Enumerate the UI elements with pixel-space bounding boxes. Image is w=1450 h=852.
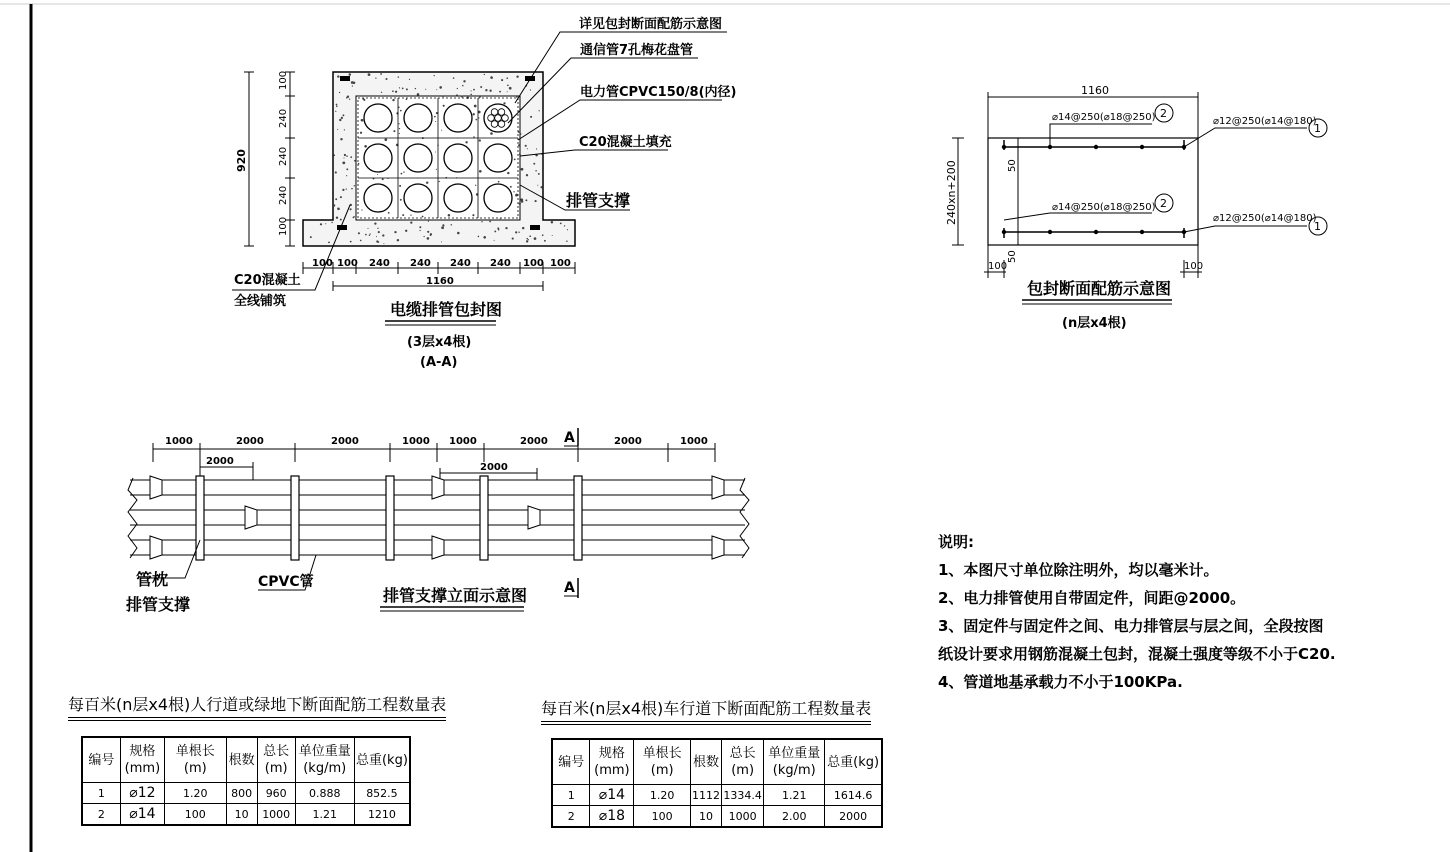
duct-pipe [484,144,512,172]
table-cell: 1 [82,783,120,804]
col-header: 总长(m) [257,737,295,783]
table-cell: 2 [552,806,590,828]
table-cell: 100 [634,806,691,828]
duct-pipe [364,104,392,132]
side-rebar-bottom-label: ⌀12@250(⌀14@180) [1213,213,1317,224]
cable-duct-section [232,16,736,370]
elev-dim-4: 1000 [402,436,430,447]
duct-pipe [444,184,472,212]
table-cell: 2 [82,804,120,826]
label-pipe-pillow: 管枕 [136,570,169,589]
rebar-dim-100-right: 100 [1184,261,1204,272]
table-cell: 800 [226,783,257,804]
section-title: 电缆排管包封图 [390,300,503,319]
dim-left-2: 240 [278,108,289,128]
dim-left-3: 240 [278,146,289,166]
col-header: 单位重量(kg/m) [295,737,354,783]
table-cell: 1210 [354,804,410,826]
table-cell: 1000 [722,806,764,828]
note-1: 1、本图尺寸单位除注明外，均以毫米计。 [938,561,1219,579]
table-cell: 2000 [825,806,882,828]
elev-dim-1: 1000 [165,436,193,447]
duct-pipe [364,184,392,212]
callout-c20-base: C20混凝土 [234,273,301,288]
support-elevation [126,428,749,614]
section-subtitle: (3层x4根) [407,335,472,350]
duct-pipe [484,104,512,132]
elev-dim-6: 2000 [520,436,548,447]
col-header: 总长(m) [722,739,764,785]
callout-comm-pipe: 通信管7孔梅花盘管 [580,43,694,58]
rebar-dim-100-left: 100 [988,261,1008,272]
elev-inner-dim-2: 2000 [480,462,508,473]
table-cell: 852.5 [354,783,410,804]
section-mark-top: A [564,430,575,446]
roadway-table-title: 每百米(n层x4根)车行道下断面配筋工程数量表 [541,696,871,722]
table-cell: 10 [226,804,257,826]
notes-heading: 说明: [938,533,974,551]
table-header-row [552,739,882,785]
table-cell: ⌀18 [590,806,634,828]
col-header: 根数 [226,737,257,783]
table-row [552,806,882,828]
col-header: 总重(kg) [825,739,882,785]
notes [938,528,1336,696]
rebar-height: 240xn+200 [945,160,958,225]
elev-dim-8: 1000 [680,436,708,447]
dim-bottom-1: 100 [312,258,333,269]
section-mark: (A-A) [420,355,458,370]
table-cell: 1112 [691,785,722,806]
pipe-support-bar [386,476,394,560]
table-cell: 1334.4 [722,785,764,806]
pipe-rows [128,476,749,560]
elevation-title: 排管支撑立面示意图 [383,586,528,605]
table-cell: 100 [165,804,227,826]
label-cpvc: CPVC管 [258,574,314,590]
rebar-section [945,84,1327,331]
table-cell: 1 [552,785,590,806]
dim-bottom-2: 100 [337,258,358,269]
pipe-support-bar [480,476,488,560]
table-cell: 2.00 [764,806,825,828]
note-3: 3、固定件与固定件之间、电力排管层与层之间，全段按图 [938,617,1324,635]
col-header: 单位重量(kg/m) [764,739,825,785]
col-header: 单根长(m) [634,739,691,785]
mark-1-bottom: 1 [1314,220,1321,233]
table-cell: ⌀14 [120,804,164,826]
dim-left-4: 240 [278,185,289,205]
table-cell: 1.20 [165,783,227,804]
bottom-rebar-label: ⌀14@250(⌀18@250) [1052,202,1156,213]
mark-2-top: 2 [1160,107,1167,120]
pipe-support-bar [291,476,299,560]
col-header: 编号 [82,737,120,783]
table-cell: 10 [691,806,722,828]
col-header: 规格(mm) [120,737,164,783]
dim-left-1: 100 [278,70,289,90]
dim-bottom-3: 240 [369,258,390,269]
col-header: 总重(kg) [354,737,410,783]
dim-bottom-7: 100 [523,258,544,269]
table-cell: 960 [257,783,295,804]
table-cell: 1614.6 [825,785,882,806]
duct-pipe [404,184,432,212]
dim-left-5: 100 [278,216,289,236]
note-4: 4、管道地基承载力不小于100KPa. [938,673,1183,691]
side-rebar-top-label: ⌀12@250(⌀14@180) [1213,116,1317,127]
note-2: 2、电力排管使用自带固定件，间距@2000。 [938,589,1246,607]
elev-dim-2: 2000 [236,436,264,447]
roadway-quantity-table [551,738,883,828]
table-cell: 1.21 [764,785,825,806]
dim-bottom-4: 240 [410,258,431,269]
rebar-dim-50-bottom: 50 [1007,250,1018,263]
elev-dim-5: 1000 [449,436,477,447]
note-3-cont: 纸设计要求用钢筋混凝土包封，混凝土强度等级不小于C20. [938,645,1336,663]
table-cell: ⌀14 [590,785,634,806]
elev-inner-dim-1: 2000 [206,456,234,467]
dim-total-width: 1160 [426,276,454,287]
rebar-title: 包封断面配筋示意图 [1027,279,1172,298]
dim-bottom-5: 240 [450,258,471,269]
table-cell: 1.21 [295,804,354,826]
rebar-dim-50-top: 50 [1007,159,1018,172]
section-mark-bottom: A [564,580,575,596]
label-pipe-support: 排管支撑 [126,595,191,614]
table-cell: 0.888 [295,783,354,804]
top-rebar-label: ⌀14@250(⌀18@250) [1052,112,1156,123]
table-row [82,783,410,804]
table-cell: 1.20 [634,785,691,806]
dim-bottom-6: 240 [490,258,511,269]
duct-pipe [444,144,472,172]
duct-pipe [404,104,432,132]
duct-pipe [364,144,392,172]
table-cell: 1000 [257,804,295,826]
callout-power-pipe: 电力管CPVC150/8(内径) [580,85,737,100]
elev-dim-7: 2000 [614,436,642,447]
mark-1-top: 1 [1314,122,1321,135]
callout-pipe-support: 排管支撑 [566,191,631,210]
callout-full-line: 全线铺筑 [234,294,287,309]
rebar-subtitle: (n层x4根) [1062,316,1127,331]
pipe-grid [358,98,518,218]
sidewalk-quantity-table [81,736,411,826]
col-header: 单根长(m) [165,737,227,783]
duct-pipe [404,144,432,172]
duct-pipe [484,184,512,212]
col-header: 编号 [552,739,590,785]
table-header-row [82,737,410,783]
elev-dim-3: 2000 [331,436,359,447]
sidewalk-table-title: 每百米(n层x4根)人行道或绿地下断面配筋工程数量表 [68,692,446,718]
col-header: 规格(mm) [590,739,634,785]
mark-2-bottom: 2 [1160,197,1167,210]
rebar-dots [1002,145,1186,234]
col-header: 根数 [691,739,722,785]
duct-pipe [444,104,472,132]
callout-rebar-detail: 详见包封断面配筋示意图 [579,17,723,32]
dim-total-height: 920 [235,149,248,172]
table-cell: ⌀12 [120,783,164,804]
rebar-width: 1160 [1081,84,1109,97]
dim-bottom-8: 100 [550,258,571,269]
callout-c20-fill: C20混凝土填充 [579,135,672,150]
pipe-support-bar [574,476,582,560]
table-row [82,804,410,826]
table-row [552,785,882,806]
